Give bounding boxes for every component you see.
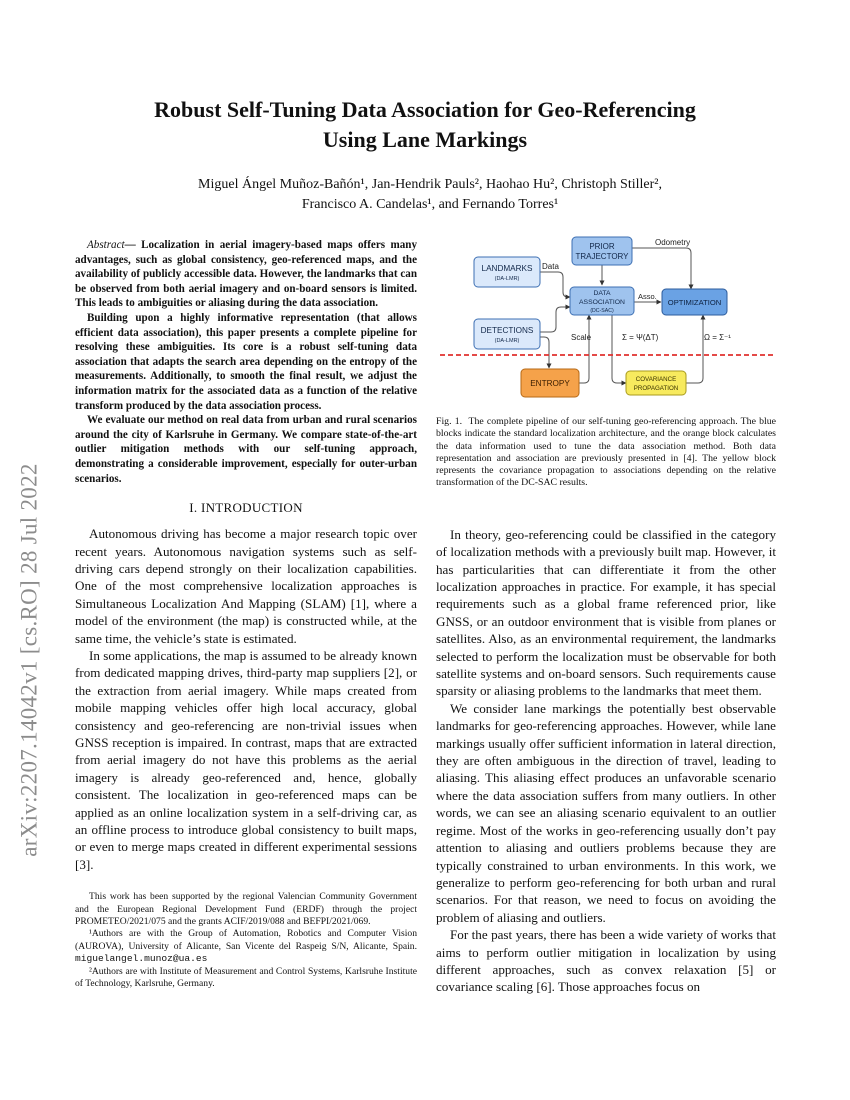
caption-label: Fig. 1. (436, 416, 463, 427)
author-list (90, 175, 770, 215)
arrow-detections-to-entropy (540, 337, 549, 368)
block-detections (474, 319, 540, 349)
abstract (75, 238, 417, 486)
arxiv-stamp (12, 300, 48, 1020)
block-covariance-propagation (626, 371, 686, 395)
pipeline-figure (436, 234, 776, 404)
title-line-1: Robust Self-Tuning Data Association for Geo-Referencing (154, 97, 696, 122)
label-data: Data (542, 262, 559, 271)
svg-text:PROPAGATION: PROPAGATION (633, 385, 679, 392)
funding-note: This work has been supported by the regional Valencian Community Government and the European Regional Development Fund (ERDF) through the project PROMETEO/2021/075 and the grants ACIF/2019/088 and BEFPI/2021/069. (75, 891, 417, 928)
label-sigma: Σ = Ψ(ΔT) (622, 333, 659, 342)
svg-text:PRIOR: PRIOR (589, 242, 615, 251)
svg-text:(DA-LMR): (DA-LMR) (494, 338, 520, 344)
section-heading-introduction: I. INTRODUCTION (189, 500, 303, 516)
svg-text:ENTROPY: ENTROPY (530, 379, 570, 388)
arrow-detections-to-da (540, 307, 570, 332)
pipeline-diagram (436, 234, 776, 404)
intro-paragraph-5: For the past years, there has been a wide variety of works that aims to perform outlier mitigation in localization by using different approaches, such as convex relaxation [5] or covariance scaling [6]. Those approaches focus on (436, 927, 776, 995)
svg-text:ASSOCIATION: ASSOCIATION (579, 299, 625, 306)
paper-title (70, 95, 780, 155)
block-optimization (662, 289, 727, 315)
footnote-1: ¹Authors are with the Group of Automation, Robotics and Computer Vision (AUROVA), University of Alicante, San Vicente del Raspeig S/N, Alicante, Spain. miguelangel.munoz@ua.es (75, 928, 417, 965)
left-column (75, 238, 417, 990)
intro-text-right (436, 526, 776, 996)
author-email[interactable]: miguelangel.munoz@ua.es (75, 953, 208, 965)
intro-paragraph-3: In theory, geo-referencing could be classified in the category of localization methods with a previously built map. However, it has particularities that can differentiate it from the other localization approaches in practice. For example, it has special requirements such as a global frame referenced prior, like GNSS, or an outdoor environment that is visible from planes or satellites. Also, as an environmental requirement, the landmarks selected to perform the localization must be observable for both satellite systems and on-board sensors. Such requirements cause sparsity or aliasing problems to the landmarks that meet them. (436, 526, 776, 699)
label-omega: Ω = Σ⁻¹ (704, 333, 731, 342)
svg-text:TRAJECTORY: TRAJECTORY (575, 252, 629, 261)
svg-text:(DA-LMR): (DA-LMR) (494, 276, 520, 282)
label-odometry: Odometry (655, 238, 691, 247)
svg-text:OPTIMIZATION: OPTIMIZATION (667, 298, 722, 307)
arrow-prior-to-optimization (632, 248, 691, 289)
block-landmarks (474, 257, 540, 287)
arxiv-id: arXiv:2207.14042v1 [cs.RO] 28 Jul 2022 (17, 463, 42, 857)
title-line-2: Using Lane Markings (322, 127, 528, 152)
intro-paragraph-2: In some applications, the map is assumed to be already known from dedicated mapping drives, third-party map suppliers [2], or the extraction from aerial imagery. While maps created from mobile mapping vehicles offer high local accuracy, global consistency and geo-referencing are non-trivial issues when GNSS reception is impaired. In contrast, maps that are extracted from aerial imagery do not have this problems as the aerial imagery is already geo-referenced and, hence, globally consistent. The localization in geo-referenced maps can be applied as an online localization system in a self-driving car, as an offline process to introduce global consistency to built maps, or even to merge maps created in different experimental sessions [3]. (75, 647, 417, 872)
arrow-landmarks-to-da (540, 272, 570, 297)
svg-text:COVARIANCE: COVARIANCE (635, 376, 677, 383)
arrow-entropy-to-da (579, 315, 589, 383)
intro-text-left (75, 525, 417, 873)
right-column (436, 234, 776, 996)
svg-text:(DC-SAC): (DC-SAC) (590, 308, 614, 314)
caption-text: The complete pipeline of our self-tuning geo-referencing approach. The blue blocks indicate the standard localization architecture, and the orange block calculates the data information used to tune the data association method. Both data representation and association are previously presented in [4]. The yellow block represents the covariance propagation to associations depending on the relative transformation of the DC-SAC results. (436, 416, 776, 489)
block-entropy (521, 369, 579, 397)
arrow-da-to-covariance (612, 315, 626, 383)
svg-text:LANDMARKS: LANDMARKS (481, 264, 533, 273)
svg-text:DETECTIONS: DETECTIONS (480, 326, 534, 335)
abstract-label: Abstract (87, 239, 125, 251)
abstract-paragraph-3: We evaluate our method on real data from urban and rural scenarios around the city of Karlsruhe in Germany. We compare state-of-the-art outlier mitigation methods with our self-tuning approach, demonstrating a considerable improvement, especially for outer-urban scenarios. (75, 414, 417, 485)
label-scale: Scale (571, 333, 592, 342)
abstract-paragraph-2: Building upon a highly informative representation (that allows efficient data association), this paper presents a complete pipeline for resolving these ambiguities. Its core is a robust self-tuning data association that adapts the search area depending on the entropy of the measurements. Additionally, to smooth the final result, we adjust the information matrix for the associated data as a function of the relative transform produced by the data association process. (75, 311, 417, 412)
footnote-2: ²Authors are with Institute of Measurement and Control Systems, Karlsruhe Institute of Technology, Karlsruhe, Germany. (75, 965, 417, 990)
arrow-covariance-to-optimization (686, 315, 703, 383)
intro-paragraph-1: Autonomous driving has become a major research topic over recent years. Autonomous navigation systems such as self-driving cars depend strongly on their localization capabilities. One of the most comprehensive localization approaches is Simultaneous Localization And Mapping (SLAM) [1], where a model of the environment (the map) is constructed while, at the same time, the vehicle’s state is estimated. (75, 526, 417, 646)
block-prior-trajectory (572, 237, 632, 265)
figure-caption (436, 416, 776, 490)
intro-paragraph-4: We consider lane markings the potentially best observable landmarks for geo-referencing approaches. However, while lane markings usually offer sufficient information in lateral direction, they are often ambiguous in the direction of travel, leading to aliasing. This aliasing effect produces an unfavorable scenario where the data association suffers from many outliers. In other words, we can see an aliasing scenario equivalent to an outlier regime. Most of the works in geo-referencing usually don’t pay attention to aliasing and outliers problems because they are typically constrained to urban environments. In this work, we generalize to perform geo-referencing for both urban and rural scenarios. For that reason, we need to focus on avoiding the problem of aliasing and outliers. (436, 700, 776, 925)
block-data-association (570, 287, 634, 315)
abstract-paragraph-1: Abstract— Localization in aerial imagery-based maps offers many advantages, such as global consistency, geo-referenced maps, and the availability of publicly accessible data. However, the landmarks that can be observed from both aerial imagery and on-board sensors is limited. This leads to ambiguities or aliasing during the data association. (75, 239, 417, 310)
authors-line-2: Francisco A. Candelas¹, and Fernando Torres¹ (301, 197, 559, 212)
svg-text:DATA: DATA (593, 290, 611, 297)
label-asso: Asso. (638, 292, 657, 301)
authors-line-1: Miguel Ángel Muñoz-Bañón¹, Jan-Hendrik Pauls², Haohao Hu², Christoph Stiller², (198, 177, 662, 192)
footnotes (75, 891, 417, 990)
